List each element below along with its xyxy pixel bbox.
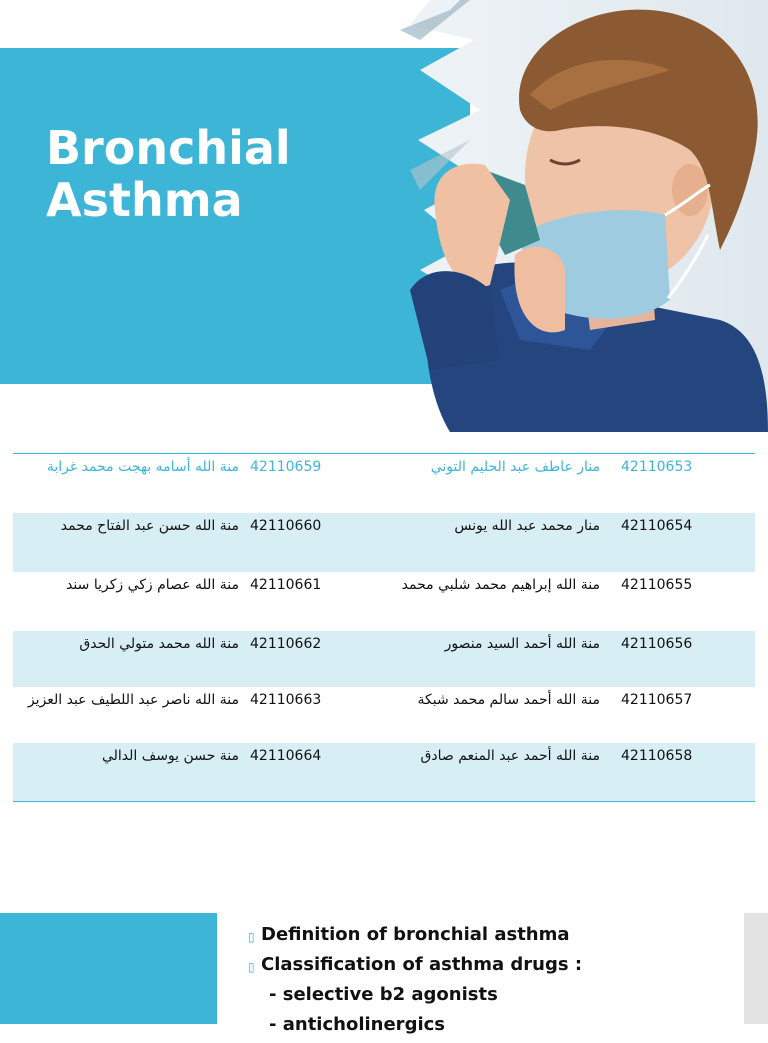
asthma-inhaler-photo xyxy=(390,0,768,432)
student-id: 42110662 xyxy=(250,636,322,652)
student-id: 42110657 xyxy=(621,692,693,708)
table-row xyxy=(13,631,755,687)
student-name: منار محمد عبد الله يونس xyxy=(454,518,600,534)
student-name: منة الله أسامه بهجت محمد غرابة xyxy=(46,459,239,475)
list-item xyxy=(248,953,728,983)
slide2-accent-band xyxy=(0,913,217,1024)
student-id: 42110659 xyxy=(250,459,322,475)
student-name: منة الله ناصر عبد اللطيف عبد العزيز xyxy=(27,692,239,708)
list-item xyxy=(248,923,728,953)
student-id: 42110653 xyxy=(621,459,693,475)
student-name: منة الله أحمد سالم محمد شبكة xyxy=(417,692,600,708)
bullet-icon: ▯ xyxy=(248,930,255,944)
list-subitem: - anticholinergics xyxy=(269,1014,446,1035)
student-id: 42110654 xyxy=(621,518,693,534)
list-item-text: Definition of bronchial asthma xyxy=(261,924,570,945)
page-title xyxy=(46,122,406,226)
student-name: منة الله محمد متولي الحدق xyxy=(79,636,239,652)
student-name: منة الله أحمد عبد المنعم صادق xyxy=(420,748,600,764)
student-name: منة حسن يوسف الدالي xyxy=(101,748,239,764)
slide2-side-bar xyxy=(744,913,768,1024)
outline-list xyxy=(248,923,728,1043)
student-id: 42110655 xyxy=(621,577,693,593)
student-name: منة الله أحمد السيد منصور xyxy=(444,636,600,652)
student-name: منة الله عصام زكي زكريا سند xyxy=(66,577,239,593)
student-name: منة الله حسن عبد الفتاح محمد xyxy=(60,518,239,534)
student-id: 42110658 xyxy=(621,748,693,764)
table-row xyxy=(13,687,755,743)
table-row xyxy=(13,572,755,631)
table-row xyxy=(13,513,755,572)
student-id: 42110663 xyxy=(250,692,322,708)
student-id: 42110664 xyxy=(250,748,322,764)
students-table xyxy=(13,453,755,802)
student-id: 42110656 xyxy=(621,636,693,652)
list-subitem: - selective b2 agonists xyxy=(269,984,498,1005)
title-line-1: Bronchial xyxy=(46,121,291,175)
student-name: منار عاطف عبد الحليم التوني xyxy=(430,459,600,475)
bullet-icon: ▯ xyxy=(248,960,255,974)
student-id: 42110660 xyxy=(250,518,322,534)
student-id: 42110661 xyxy=(250,577,322,593)
student-name: منة الله إبراهيم محمد شلبي محمد xyxy=(401,577,600,593)
title-line-2: Asthma xyxy=(46,173,243,227)
table-row xyxy=(13,743,755,801)
table-row xyxy=(13,454,755,513)
list-item-text: Classification of asthma drugs : xyxy=(261,954,583,975)
